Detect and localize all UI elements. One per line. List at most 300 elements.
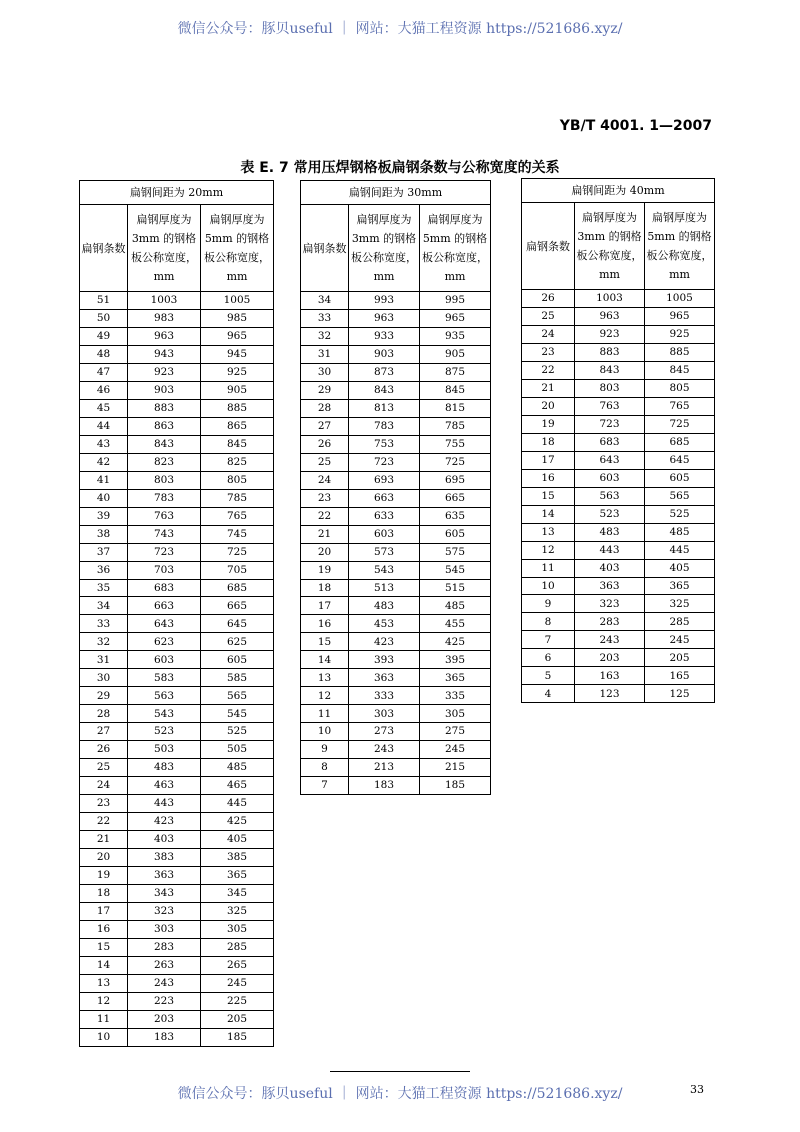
- cell-width-3mm: 203: [128, 1010, 201, 1028]
- table-row: [80, 309, 274, 327]
- cell-bar-count: 48: [80, 345, 128, 363]
- cell-width-3mm: 603: [128, 651, 201, 669]
- table-row: [80, 849, 274, 867]
- cell-bar-count: 31: [301, 345, 349, 363]
- cell-width-5mm: 205: [645, 649, 715, 667]
- table-row: [80, 633, 274, 651]
- table-row: [301, 381, 491, 399]
- cell-bar-count: 10: [80, 1028, 128, 1046]
- table-row: [522, 325, 715, 343]
- header-width-5mm: 扁钢厚度为5mm 的钢格板公称宽度，mm: [420, 205, 491, 292]
- cell-width-5mm: 275: [420, 723, 491, 741]
- cell-width-3mm: 273: [349, 723, 420, 741]
- cell-bar-count: 43: [80, 435, 128, 453]
- cell-bar-count: 37: [80, 543, 128, 561]
- cell-bar-count: 16: [80, 920, 128, 938]
- cell-width-3mm: 443: [575, 541, 645, 559]
- cell-width-5mm: 485: [201, 759, 274, 777]
- cell-bar-count: 8: [301, 759, 349, 777]
- cell-width-3mm: 363: [128, 867, 201, 885]
- cell-bar-count: 20: [301, 543, 349, 561]
- cell-bar-count: 42: [80, 453, 128, 471]
- cell-width-5mm: 1005: [645, 290, 715, 308]
- table-row: [80, 651, 274, 669]
- cell-width-3mm: 453: [349, 615, 420, 633]
- table-row: [80, 831, 274, 849]
- cell-bar-count: 14: [522, 505, 575, 523]
- table-group-title: 扁钢间距为 30mm: [301, 181, 491, 205]
- cell-width-5mm: 245: [420, 741, 491, 759]
- cell-width-3mm: 223: [128, 992, 201, 1010]
- cell-bar-count: 22: [522, 361, 575, 379]
- cell-bar-count: 44: [80, 417, 128, 435]
- cell-width-3mm: 523: [128, 723, 201, 741]
- table-row: [301, 309, 491, 327]
- cell-width-5mm: 805: [201, 471, 274, 489]
- cell-width-3mm: 783: [128, 489, 201, 507]
- cell-bar-count: 32: [301, 327, 349, 345]
- cell-bar-count: 47: [80, 363, 128, 381]
- cell-width-3mm: 843: [349, 381, 420, 399]
- cell-width-3mm: 813: [349, 399, 420, 417]
- cell-bar-count: 16: [522, 469, 575, 487]
- cell-width-5mm: 825: [201, 453, 274, 471]
- header-width-5mm: 扁钢厚度为5mm 的钢格板公称宽度，mm: [645, 203, 715, 290]
- cell-width-5mm: 725: [201, 543, 274, 561]
- cell-width-5mm: 125: [645, 685, 715, 703]
- table-row: [80, 687, 274, 705]
- cell-width-5mm: 245: [201, 974, 274, 992]
- cell-width-3mm: 123: [575, 685, 645, 703]
- cell-width-5mm: 305: [420, 705, 491, 723]
- cell-width-5mm: 485: [645, 523, 715, 541]
- cell-width-5mm: 525: [645, 505, 715, 523]
- cell-width-3mm: 323: [575, 595, 645, 613]
- cell-bar-count: 19: [301, 561, 349, 579]
- cell-width-3mm: 443: [128, 795, 201, 813]
- table-group-title: 扁钢间距为 40mm: [522, 179, 715, 203]
- table-row: [301, 687, 491, 705]
- table-row: [80, 938, 274, 956]
- cell-width-3mm: 483: [349, 597, 420, 615]
- cell-bar-count: 13: [522, 523, 575, 541]
- cell-width-5mm: 425: [420, 633, 491, 651]
- cell-width-3mm: 563: [128, 687, 201, 705]
- cell-bar-count: 32: [80, 633, 128, 651]
- table-row: [301, 471, 491, 489]
- cell-width-5mm: 575: [420, 543, 491, 561]
- cell-width-5mm: 545: [201, 705, 274, 723]
- table-row: [80, 759, 274, 777]
- cell-width-3mm: 243: [575, 631, 645, 649]
- cell-width-5mm: 845: [201, 435, 274, 453]
- cell-bar-count: 18: [301, 579, 349, 597]
- cell-width-3mm: 843: [575, 361, 645, 379]
- cell-width-3mm: 723: [128, 543, 201, 561]
- cell-width-3mm: 263: [128, 956, 201, 974]
- table-row: [80, 884, 274, 902]
- table-row: [301, 669, 491, 687]
- cell-width-5mm: 285: [201, 938, 274, 956]
- table-row: [301, 453, 491, 471]
- cell-bar-count: 23: [301, 489, 349, 507]
- cell-bar-count: 17: [80, 902, 128, 920]
- cell-bar-count: 22: [301, 507, 349, 525]
- cell-width-5mm: 845: [420, 381, 491, 399]
- cell-bar-count: 9: [301, 741, 349, 759]
- cell-width-3mm: 403: [128, 831, 201, 849]
- cell-bar-count: 12: [301, 687, 349, 705]
- cell-bar-count: 23: [80, 795, 128, 813]
- table-row: [301, 741, 491, 759]
- cell-width-3mm: 863: [128, 417, 201, 435]
- cell-bar-count: 16: [301, 615, 349, 633]
- table-row: [80, 435, 274, 453]
- cell-width-3mm: 463: [128, 777, 201, 795]
- page-number: 33: [690, 1083, 704, 1096]
- cell-bar-count: 30: [80, 669, 128, 687]
- cell-width-3mm: 883: [575, 343, 645, 361]
- table-title: 表 E. 7 常用压焊钢格板扁钢条数与公称宽度的关系: [240, 160, 560, 176]
- cell-width-3mm: 603: [349, 525, 420, 543]
- cell-bar-count: 34: [301, 292, 349, 310]
- cell-width-5mm: 1005: [201, 292, 274, 310]
- cell-bar-count: 17: [301, 597, 349, 615]
- table-row: [80, 381, 274, 399]
- cell-width-5mm: 935: [420, 327, 491, 345]
- table-row: [301, 561, 491, 579]
- table-row: [80, 992, 274, 1010]
- table-row: [522, 415, 715, 433]
- cell-width-5mm: 335: [420, 687, 491, 705]
- cell-bar-count: 28: [80, 705, 128, 723]
- cell-width-5mm: 785: [420, 417, 491, 435]
- cell-width-3mm: 803: [575, 379, 645, 397]
- cell-width-3mm: 983: [128, 309, 201, 327]
- table-row: [80, 525, 274, 543]
- table-spacing-40mm: [521, 178, 715, 703]
- table-row: [80, 345, 274, 363]
- cell-width-3mm: 393: [349, 651, 420, 669]
- cell-bar-count: 21: [80, 831, 128, 849]
- table-row: [301, 615, 491, 633]
- cell-width-3mm: 693: [349, 471, 420, 489]
- cell-width-5mm: 405: [645, 559, 715, 577]
- table-row: [301, 579, 491, 597]
- cell-bar-count: 14: [80, 956, 128, 974]
- cell-width-3mm: 723: [575, 415, 645, 433]
- table-row: [522, 523, 715, 541]
- cell-width-3mm: 243: [128, 974, 201, 992]
- cell-width-5mm: 725: [645, 415, 715, 433]
- cell-bar-count: 33: [80, 615, 128, 633]
- cell-width-5mm: 965: [645, 307, 715, 325]
- cell-width-5mm: 725: [420, 453, 491, 471]
- table-row: [80, 1010, 274, 1028]
- cell-width-3mm: 483: [575, 523, 645, 541]
- cell-width-3mm: 523: [575, 505, 645, 523]
- cell-width-5mm: 425: [201, 813, 274, 831]
- table-row: [301, 363, 491, 381]
- cell-width-3mm: 923: [575, 325, 645, 343]
- cell-bar-count: 19: [80, 867, 128, 885]
- cell-width-3mm: 743: [128, 525, 201, 543]
- table-row: [522, 505, 715, 523]
- cell-width-3mm: 213: [349, 759, 420, 777]
- table-row: [522, 361, 715, 379]
- cell-bar-count: 18: [522, 433, 575, 451]
- table-row: [522, 433, 715, 451]
- table-row: [80, 597, 274, 615]
- cell-bar-count: 50: [80, 309, 128, 327]
- table-row: [80, 399, 274, 417]
- cell-width-5mm: 755: [420, 435, 491, 453]
- table-row: [522, 631, 715, 649]
- cell-width-5mm: 905: [420, 345, 491, 363]
- watermark-bottom: 微信公众号：豚贝useful ｜ 网站：大猫工程资源 https://521686.xyz/: [177, 1086, 623, 1102]
- cell-bar-count: 24: [80, 777, 128, 795]
- cell-width-3mm: 803: [128, 471, 201, 489]
- header-bar-count: 扁钢条数: [80, 205, 128, 292]
- cell-width-3mm: 303: [349, 705, 420, 723]
- cell-width-5mm: 805: [645, 379, 715, 397]
- table-row: [522, 649, 715, 667]
- cell-bar-count: 23: [522, 343, 575, 361]
- cell-width-3mm: 903: [349, 345, 420, 363]
- cell-width-3mm: 283: [128, 938, 201, 956]
- cell-width-5mm: 365: [201, 867, 274, 885]
- cell-bar-count: 18: [80, 884, 128, 902]
- table-row: [80, 795, 274, 813]
- cell-width-5mm: 325: [201, 902, 274, 920]
- cell-width-5mm: 605: [201, 651, 274, 669]
- cell-width-3mm: 333: [349, 687, 420, 705]
- cell-width-3mm: 203: [575, 649, 645, 667]
- table-row: [80, 741, 274, 759]
- cell-bar-count: 21: [522, 379, 575, 397]
- header-width-3mm: 扁钢厚度为3mm 的钢格板公称宽度，mm: [575, 203, 645, 290]
- cell-width-5mm: 665: [420, 489, 491, 507]
- cell-width-3mm: 643: [575, 451, 645, 469]
- table-row: [80, 1028, 274, 1046]
- cell-width-5mm: 665: [201, 597, 274, 615]
- cell-width-3mm: 343: [128, 884, 201, 902]
- cell-width-3mm: 843: [128, 435, 201, 453]
- table-row: [80, 453, 274, 471]
- cell-bar-count: 12: [80, 992, 128, 1010]
- cell-bar-count: 33: [301, 309, 349, 327]
- document-code: YB/T 4001. 1—2007: [559, 118, 712, 134]
- table-row: [301, 759, 491, 777]
- cell-bar-count: 20: [80, 849, 128, 867]
- cell-bar-count: 8: [522, 613, 575, 631]
- cell-bar-count: 25: [522, 307, 575, 325]
- cell-bar-count: 35: [80, 579, 128, 597]
- table-row: [301, 507, 491, 525]
- table-row: [301, 543, 491, 561]
- cell-bar-count: 7: [301, 777, 349, 795]
- table-row: [522, 469, 715, 487]
- cell-bar-count: 21: [301, 525, 349, 543]
- table-row: [80, 974, 274, 992]
- table-row: [80, 292, 274, 310]
- table-row: [522, 379, 715, 397]
- cell-width-5mm: 885: [645, 343, 715, 361]
- footer-rule: [330, 1071, 470, 1072]
- cell-width-5mm: 925: [201, 363, 274, 381]
- table-row: [301, 705, 491, 723]
- cell-bar-count: 14: [301, 651, 349, 669]
- table-row: [522, 343, 715, 361]
- table-row: [301, 777, 491, 795]
- cell-width-5mm: 365: [420, 669, 491, 687]
- table-row: [80, 723, 274, 741]
- table-row: [80, 363, 274, 381]
- cell-bar-count: 26: [301, 435, 349, 453]
- table-row: [522, 559, 715, 577]
- cell-bar-count: 10: [301, 723, 349, 741]
- table-row: [80, 615, 274, 633]
- table-row: [522, 397, 715, 415]
- table-row: [80, 543, 274, 561]
- cell-bar-count: 30: [301, 363, 349, 381]
- cell-width-5mm: 685: [645, 433, 715, 451]
- cell-bar-count: 15: [301, 633, 349, 651]
- cell-bar-count: 9: [522, 595, 575, 613]
- table-row: [301, 417, 491, 435]
- table-row: [80, 669, 274, 687]
- cell-width-3mm: 383: [128, 849, 201, 867]
- cell-width-5mm: 885: [201, 399, 274, 417]
- table-row: [80, 489, 274, 507]
- cell-width-5mm: 925: [645, 325, 715, 343]
- cell-width-5mm: 965: [420, 309, 491, 327]
- table-row: [80, 417, 274, 435]
- cell-width-5mm: 455: [420, 615, 491, 633]
- cell-bar-count: 11: [301, 705, 349, 723]
- table-row: [522, 451, 715, 469]
- cell-width-3mm: 363: [575, 577, 645, 595]
- cell-width-5mm: 705: [201, 561, 274, 579]
- cell-width-3mm: 963: [349, 309, 420, 327]
- cell-width-5mm: 905: [201, 381, 274, 399]
- cell-width-5mm: 515: [420, 579, 491, 597]
- watermark-top: 微信公众号：豚贝useful ｜ 网站：大猫工程资源 https://521686.xyz/: [177, 21, 623, 37]
- cell-width-3mm: 643: [128, 615, 201, 633]
- cell-width-3mm: 243: [349, 741, 420, 759]
- cell-width-5mm: 565: [201, 687, 274, 705]
- header-width-3mm: 扁钢厚度为3mm 的钢格板公称宽度，mm: [349, 205, 420, 292]
- cell-bar-count: 15: [80, 938, 128, 956]
- cell-bar-count: 24: [301, 471, 349, 489]
- cell-bar-count: 24: [522, 325, 575, 343]
- cell-bar-count: 10: [522, 577, 575, 595]
- cell-width-5mm: 245: [645, 631, 715, 649]
- cell-bar-count: 11: [80, 1010, 128, 1028]
- cell-width-5mm: 265: [201, 956, 274, 974]
- cell-width-3mm: 933: [349, 327, 420, 345]
- cell-width-5mm: 445: [645, 541, 715, 559]
- cell-width-3mm: 163: [575, 667, 645, 685]
- cell-width-3mm: 543: [128, 705, 201, 723]
- cell-bar-count: 38: [80, 525, 128, 543]
- cell-width-3mm: 403: [575, 559, 645, 577]
- cell-width-5mm: 185: [201, 1028, 274, 1046]
- table-row: [522, 487, 715, 505]
- cell-width-5mm: 625: [201, 633, 274, 651]
- cell-bar-count: 31: [80, 651, 128, 669]
- cell-width-3mm: 183: [128, 1028, 201, 1046]
- cell-width-3mm: 683: [128, 579, 201, 597]
- cell-width-3mm: 603: [575, 469, 645, 487]
- cell-width-3mm: 723: [349, 453, 420, 471]
- table-group-title: 扁钢间距为 20mm: [80, 181, 274, 205]
- table-row: [301, 597, 491, 615]
- cell-width-3mm: 583: [128, 669, 201, 687]
- table-row: [80, 777, 274, 795]
- cell-bar-count: 12: [522, 541, 575, 559]
- table-row: [301, 723, 491, 741]
- header-bar-count: 扁钢条数: [301, 205, 349, 292]
- cell-width-3mm: 323: [128, 902, 201, 920]
- cell-width-3mm: 633: [349, 507, 420, 525]
- cell-width-5mm: 785: [201, 489, 274, 507]
- cell-width-3mm: 763: [575, 397, 645, 415]
- cell-width-3mm: 703: [128, 561, 201, 579]
- cell-bar-count: 29: [80, 687, 128, 705]
- table-row: [301, 489, 491, 507]
- cell-width-5mm: 385: [201, 849, 274, 867]
- table-spacing-20mm: [79, 180, 274, 1047]
- cell-bar-count: 4: [522, 685, 575, 703]
- cell-bar-count: 34: [80, 597, 128, 615]
- cell-width-5mm: 405: [201, 831, 274, 849]
- cell-width-5mm: 765: [645, 397, 715, 415]
- table-row: [80, 507, 274, 525]
- cell-bar-count: 27: [301, 417, 349, 435]
- cell-bar-count: 25: [301, 453, 349, 471]
- cell-bar-count: 19: [522, 415, 575, 433]
- cell-width-5mm: 995: [420, 292, 491, 310]
- table-row: [522, 307, 715, 325]
- cell-width-5mm: 645: [645, 451, 715, 469]
- cell-width-5mm: 505: [201, 741, 274, 759]
- cell-width-5mm: 325: [645, 595, 715, 613]
- cell-bar-count: 25: [80, 759, 128, 777]
- cell-width-5mm: 545: [420, 561, 491, 579]
- table-row: [80, 705, 274, 723]
- cell-bar-count: 13: [80, 974, 128, 992]
- table-row: [301, 525, 491, 543]
- cell-bar-count: 45: [80, 399, 128, 417]
- cell-width-3mm: 683: [575, 433, 645, 451]
- table-row: [301, 292, 491, 310]
- table-row: [80, 327, 274, 345]
- cell-width-5mm: 685: [201, 579, 274, 597]
- cell-width-3mm: 183: [349, 777, 420, 795]
- cell-width-5mm: 565: [645, 487, 715, 505]
- cell-width-5mm: 695: [420, 471, 491, 489]
- cell-bar-count: 27: [80, 723, 128, 741]
- cell-width-3mm: 783: [349, 417, 420, 435]
- cell-width-5mm: 945: [201, 345, 274, 363]
- table-row: [301, 651, 491, 669]
- cell-width-5mm: 875: [420, 363, 491, 381]
- table-row: [80, 902, 274, 920]
- cell-width-3mm: 513: [349, 579, 420, 597]
- cell-width-5mm: 605: [420, 525, 491, 543]
- table-row: [80, 867, 274, 885]
